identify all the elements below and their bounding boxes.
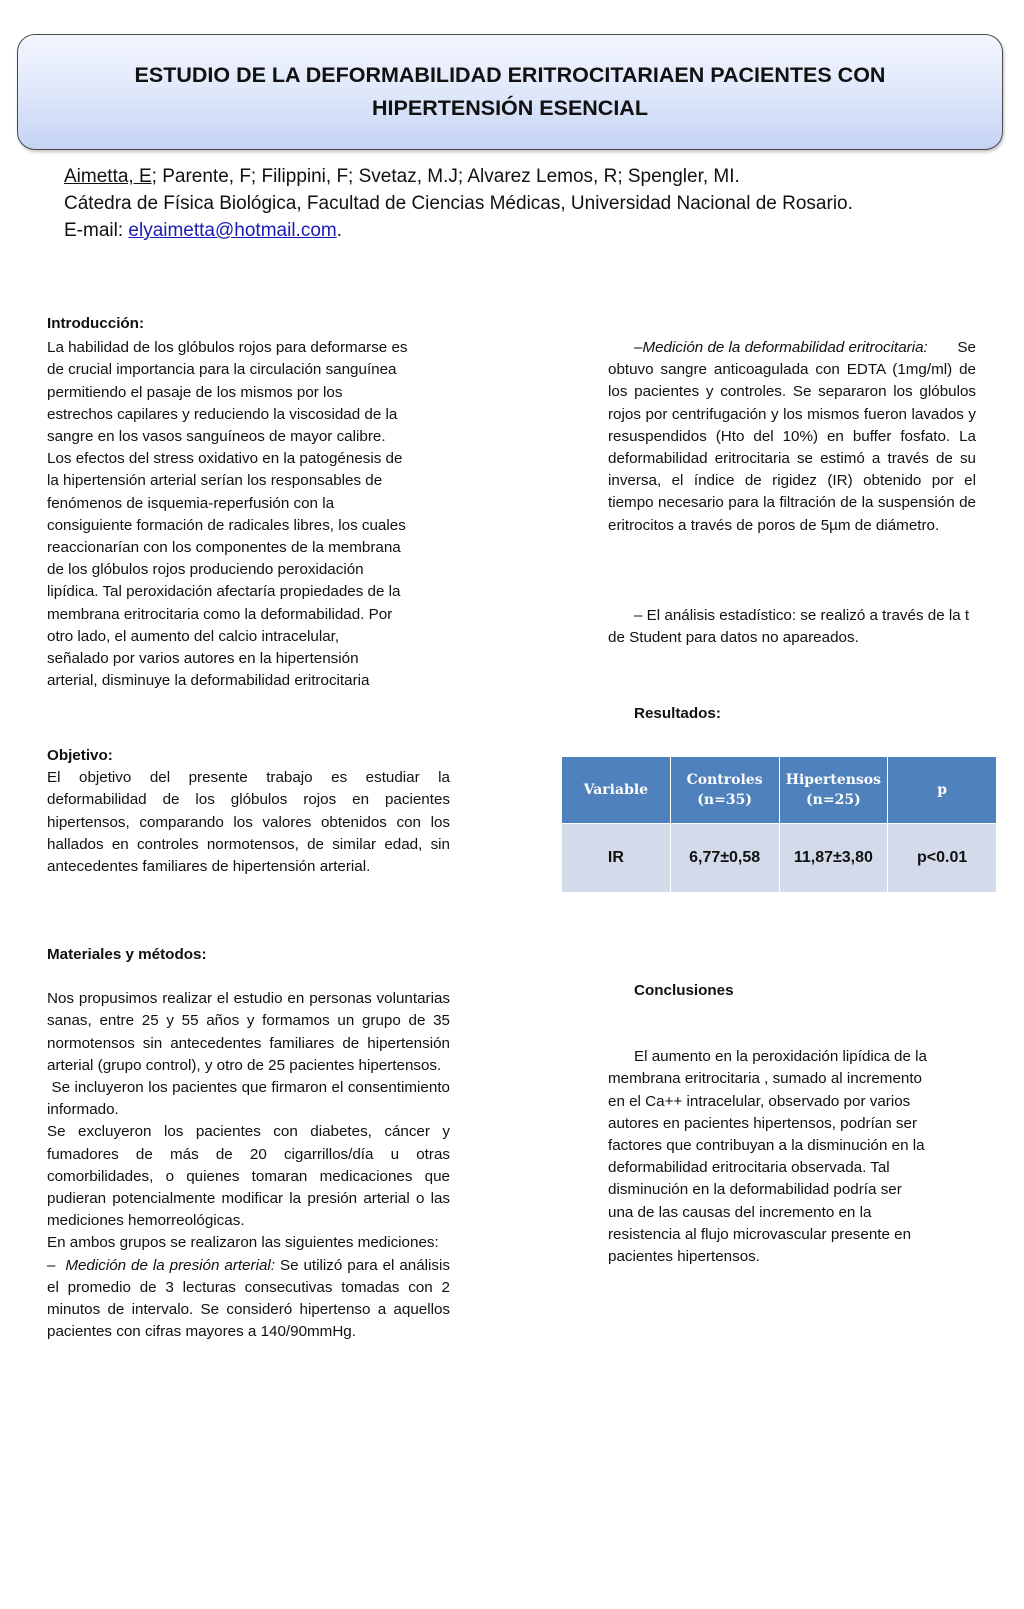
table-header-cell <box>888 757 997 824</box>
introduccion-section <box>47 313 467 692</box>
introduccion-line: Los efectos del stress oxidativo en la patogénesis de <box>47 450 403 468</box>
objetivo-section <box>47 745 450 878</box>
materiales-section <box>47 944 455 1343</box>
introduccion-line: permitiendo el pasaje de los mismos por los <box>47 383 343 401</box>
conclusiones-line: El aumento en la peroxidación lipídica de la <box>634 1048 927 1066</box>
introduccion-line: arterial, disminuye la deformabilidad eritrocitaria <box>47 672 370 690</box>
resultados-section <box>634 703 721 725</box>
author-list <box>64 163 853 190</box>
table-cell-p: p<0.01 <box>888 824 997 893</box>
table-cell-variable: IR <box>562 824 671 893</box>
email-link[interactable]: elyaimetta@hotmail.com <box>128 220 337 241</box>
conclusiones-line: autores en pacientes hipertensos, podrían ser <box>608 1114 918 1132</box>
medicion-paragraph <box>608 337 976 537</box>
conclusiones-line: una de las causas del incremento en la <box>608 1203 872 1221</box>
email-end: . <box>336 220 342 241</box>
authors-block <box>64 163 853 244</box>
medicion-label: –Medición de la deformabilidad eritrocitaria: <box>634 339 928 356</box>
introduccion-line: La habilidad de los glóbulos rojos para deformarse es <box>47 339 408 357</box>
introduccion-line: la hipertensión arterial serían los responsables de <box>47 472 383 490</box>
materiales-p1: Nos propusimos realizar el estudio en personas voluntarias sanas, entre 25 y 55 años y formamos un grupo de 35 normotensos sin antecedentes familiares de hipertensión arterial (grupo control), y otro de 25 pacientes hipertensos. <box>47 990 450 1074</box>
table-cell-controles: 6,77±0,58 <box>670 824 779 893</box>
header-label: p <box>937 782 948 798</box>
first-author: Aimetta, E <box>64 166 152 187</box>
medicion-text: Se obtuvo sangre anticoagulada con EDTA (1mg/ml) de los pacientes y controles. Se separaron los glóbulos rojos por centrifugación y los mismos fueron lavados y resuspendidos (Hto del 10%) en buffer fosfato. La deformabilidad eritrocitaria se estimó a través de su inversa, el índice de rigidez (IR) obtenido por el tiempo necesario para la filtración de la suspensión de eritrocitos a través de poros de 5µm de diámetro. <box>608 339 976 534</box>
table-row <box>562 824 997 893</box>
introduccion-line: sangre en los vasos sanguíneos de mayor calibre. <box>47 428 386 446</box>
materiales-p4: En ambos grupos se realizaron las siguientes mediciones: <box>47 1234 439 1252</box>
introduccion-line: de los glóbulos rojos produciendo peroxidación <box>47 561 364 579</box>
resultados-heading: Resultados: <box>634 705 721 722</box>
introduccion-body <box>47 337 467 692</box>
title-line-2: HIPERTENSIÓN ESENCIAL <box>372 96 648 120</box>
header-label: Variable <box>583 782 649 798</box>
materiales-p2: Se incluyeron los pacientes que firmaron el consentimiento informado. <box>47 1079 455 1119</box>
conclusiones-line: pacientes hipertensos. <box>608 1248 760 1266</box>
table-header-cell <box>779 757 888 824</box>
introduccion-line: reaccionarían con los componentes de la membrana <box>47 539 401 557</box>
objetivo-text: El objetivo del presente trabajo es estudiar la deformabilidad de los glóbulos rojos en pacientes hipertensos, comparando los valores obtenidos con los hallados en controles normotensos, de similar edad, sin antecedentes familiares de hipertensión arterial. <box>47 769 450 876</box>
estadistico-section <box>608 605 980 649</box>
introduccion-line: señalado por varios autores en la hipertensión <box>47 650 359 668</box>
introduccion-heading: Introducción: <box>47 315 145 332</box>
conclusiones-line: deformabilidad eritrocitaria observada. Tal <box>608 1159 890 1177</box>
materiales-p3: Se excluyeron los pacientes con diabetes, cáncer y fumadores de más de 20 cigarrillos/día u otras comorbilidades, o quienes tomaran medicaciones que pudieran potencialmente modificar la presión arterial o las mediciones hemorreológicas. <box>47 1123 450 1230</box>
introduccion-line: de crucial importancia para la circulación sanguínea <box>47 361 397 379</box>
introduccion-line: lipídica. Tal peroxidación afectaría propiedades de la <box>47 583 401 601</box>
affiliation: Cátedra de Física Biológica, Facultad de Ciencias Médicas, Universidad Nacional de Rosario. <box>64 193 853 214</box>
email-label: E-mail: <box>64 220 129 241</box>
conclusiones-line: disminución en la deformabilidad podría ser <box>608 1181 902 1199</box>
introduccion-line: consiguiente formación de radicales libres, los cuales <box>47 516 406 534</box>
objetivo-heading: Objetivo: <box>47 747 113 764</box>
results-table <box>561 756 997 893</box>
conclusiones-line: en el Ca++ intracelular, observado por varios <box>608 1092 911 1110</box>
co-authors: ; Parente, F; Filippini, F; Svetaz, M.J; Alvarez Lemos, R; Spengler, MI. <box>151 166 740 187</box>
conclusiones-line: factores que contribuyan a la disminución en la <box>608 1137 925 1155</box>
estadistico-text: – El análisis estadístico: se realizó a través de la t de Student para datos no apareados. <box>608 607 970 647</box>
conclusiones-heading: Conclusiones <box>634 982 734 999</box>
title-line-1: ESTUDIO DE LA DEFORMABILIDAD ERITROCITARIAEN PACIENTES CON <box>134 63 886 87</box>
introduccion-line: fenómenos de isquemia-reperfusión con la <box>47 494 335 512</box>
table-header-cell <box>670 757 779 824</box>
email-line <box>64 217 853 244</box>
conclusiones-section <box>608 980 988 1268</box>
medicion-section <box>608 337 976 537</box>
introduccion-line: otro lado, el aumento del calcio intracelular, <box>47 627 340 645</box>
header-sublabel: (n=35) <box>697 792 752 808</box>
presion-text: Se utilizó para el análisis el promedio de 3 lecturas consecutivas tomadas con 2 minutos de intervalo. Se consideró hipertenso a aquellos pacientes con cifras mayores a 140/90mmHg. <box>47 1256 450 1341</box>
header-label: Controles <box>686 772 763 788</box>
conclusiones-body <box>608 1046 988 1268</box>
table-header-row <box>562 757 997 824</box>
poster-title <box>100 59 920 125</box>
table-header-cell <box>562 757 671 824</box>
conclusiones-line: membrana eritrocitaria , sumado al incremento <box>608 1070 923 1088</box>
conclusiones-line: resistencia al flujo microvascular presente en <box>608 1225 912 1243</box>
materiales-p5 <box>47 1255 450 1344</box>
header-label: Hipertensos <box>785 772 882 788</box>
header-sublabel: (n=25) <box>806 792 861 808</box>
title-banner <box>17 34 1003 150</box>
table-cell-hipertensos: 11,87±3,80 <box>779 824 888 893</box>
introduccion-line: membrana eritrocitaria como la deformabilidad. Por <box>47 605 393 623</box>
introduccion-line: estrechos capilares y reduciendo la viscosidad de la <box>47 405 398 423</box>
materiales-heading: Materiales y métodos: <box>47 946 207 963</box>
presion-label: – Medición de la presión arterial: <box>47 1256 276 1274</box>
